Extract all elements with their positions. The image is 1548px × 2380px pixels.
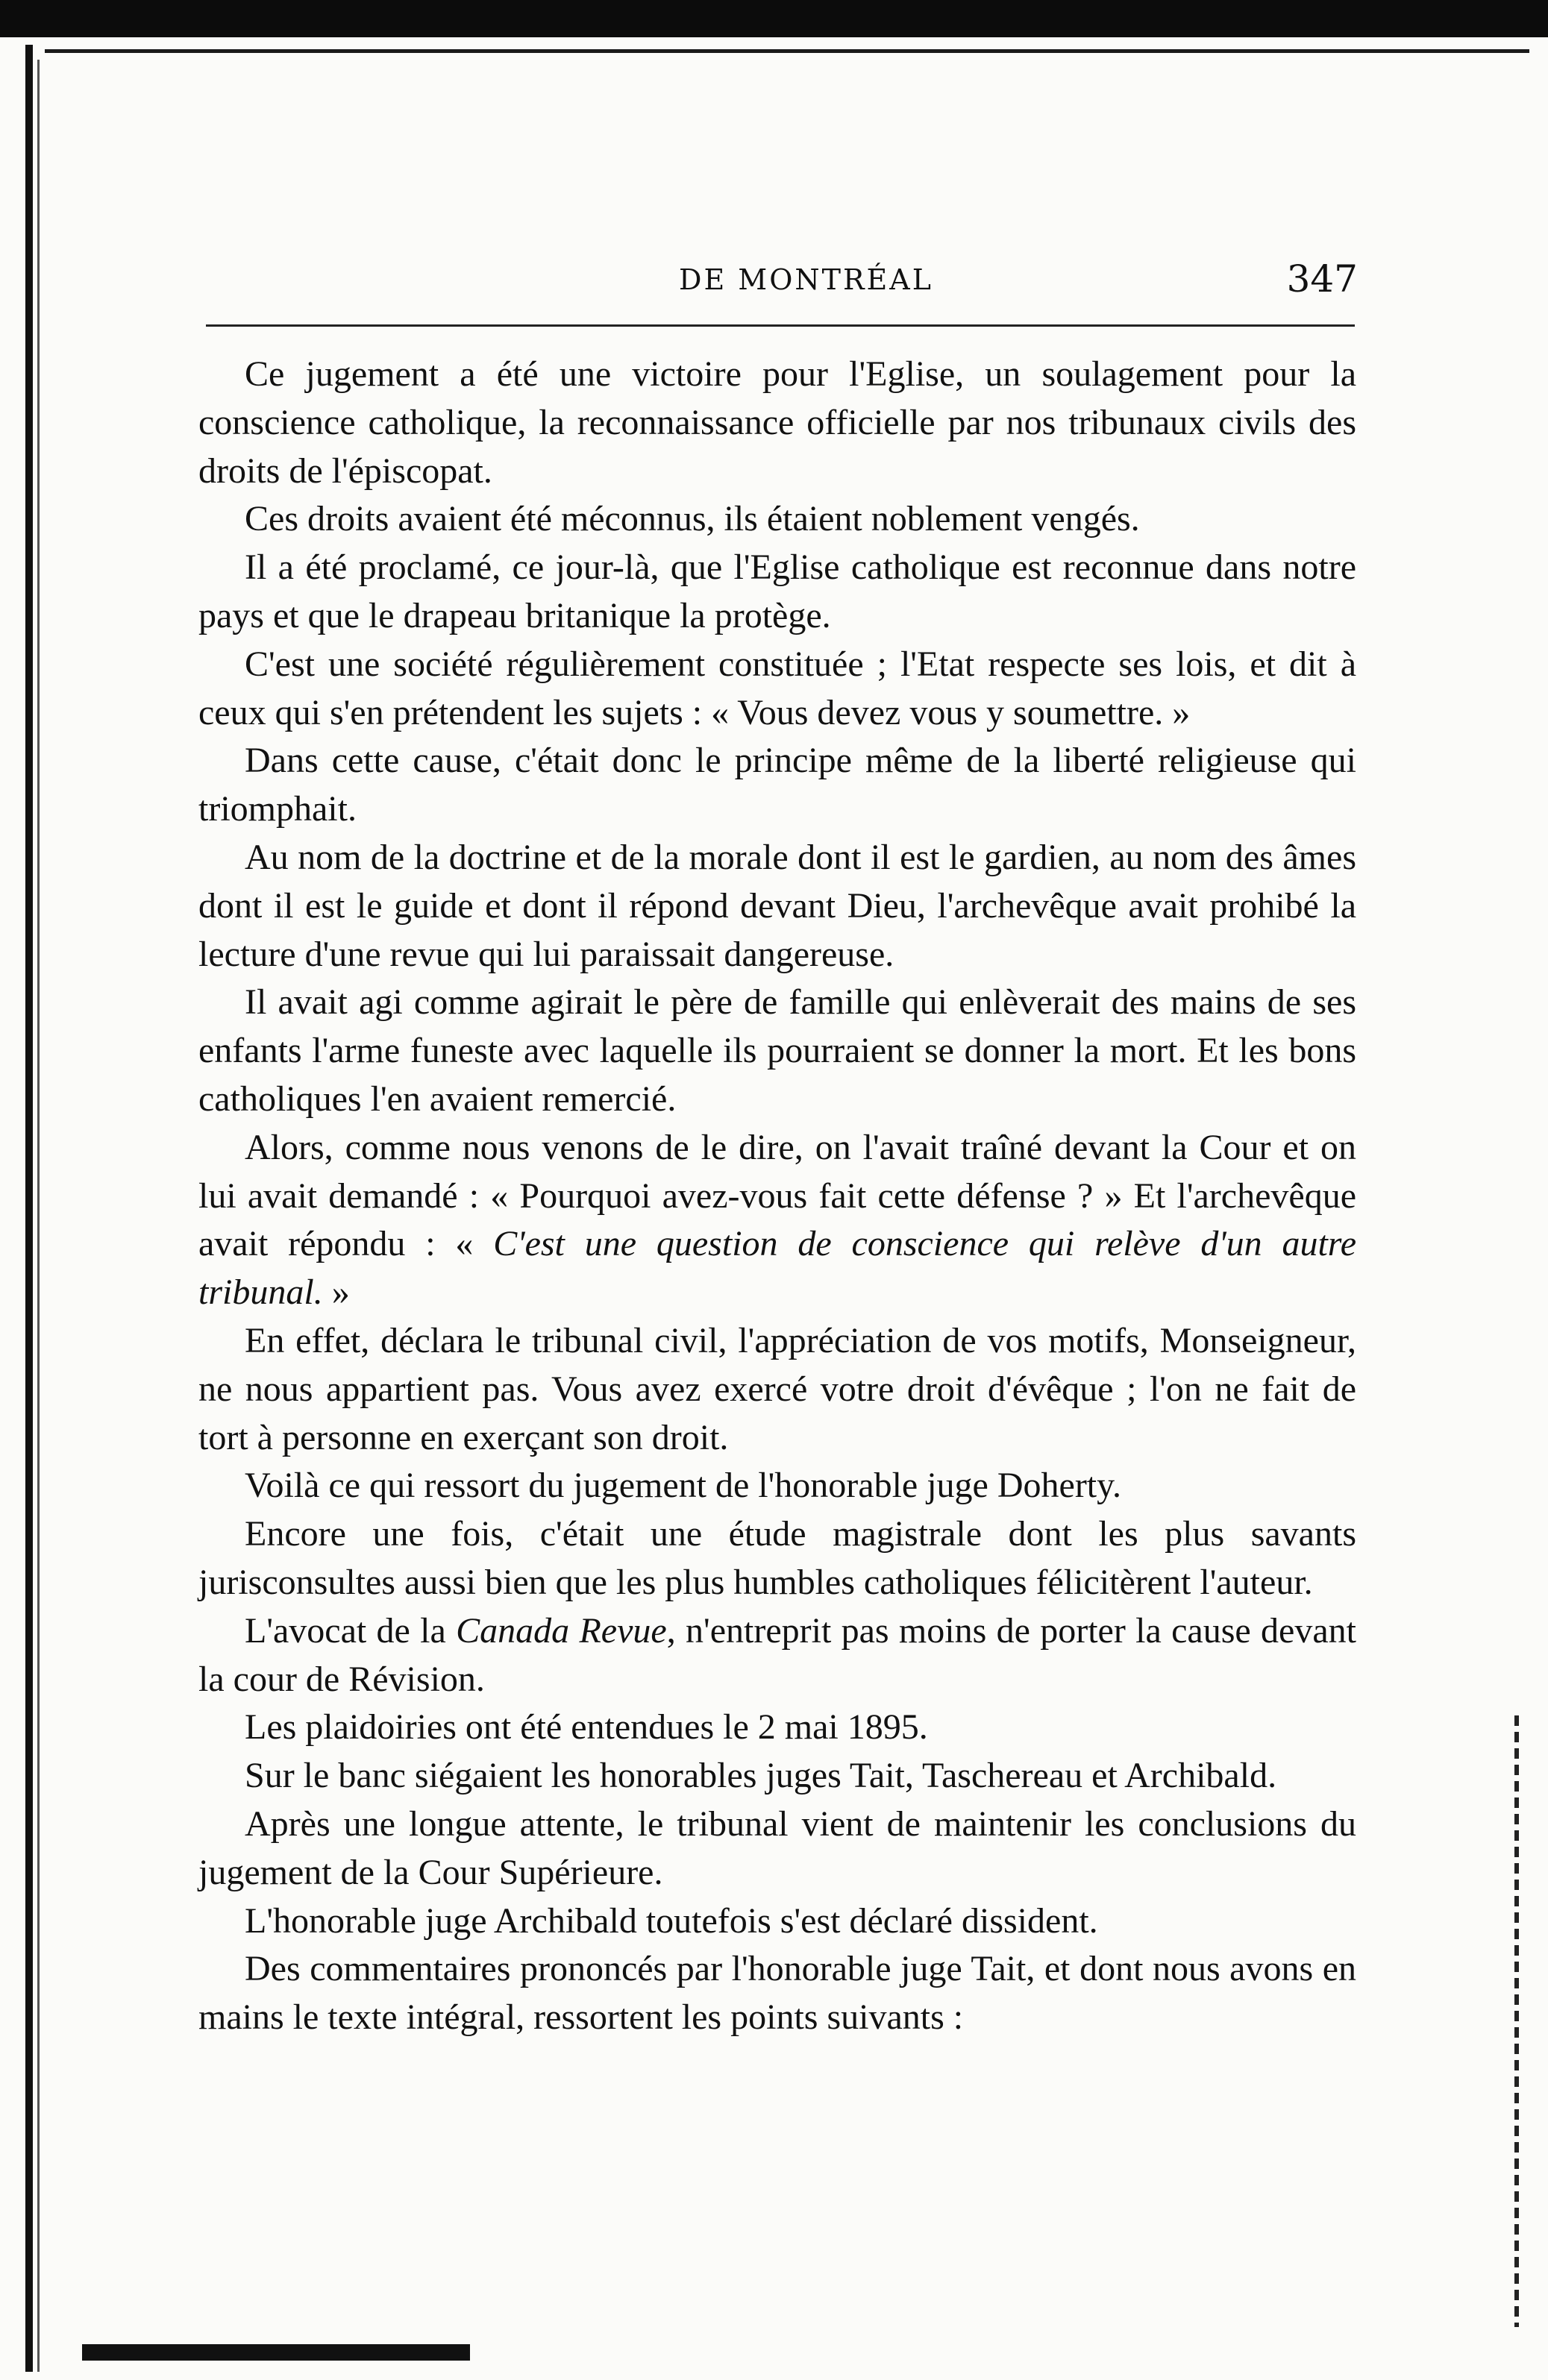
paragraph: L'honorable juge Archibald toutefois s'est déclaré dissident. bbox=[245, 1900, 1098, 1941]
paragraph: Encore une fois, c'était une étude magistrale dont les plus savants jurisconsultes aussi bien que les plus humbles catholiques félicitèrent l'auteur. bbox=[198, 1514, 1356, 1602]
paragraph: Après une longue attente, le tribunal vient de maintenir les conclusions du jugement de la Cour Supérieure. bbox=[198, 1803, 1356, 1892]
scan-right-mark bbox=[1514, 1715, 1519, 2327]
paragraph: Ce jugement a été une victoire pour l'Eglise, un soulagement pour la conscience catholique, la reconnaissance officielle par nos tribunaux civils des droits de l'épiscopat. bbox=[198, 354, 1356, 491]
paragraph: Il avait agi comme agirait le père de famille qui enlèverait des mains de ses enfants l'arme funeste avec laquelle ils pourraient se donner la mort. Et les bons catholiques l'en avaient remercié. bbox=[198, 982, 1356, 1119]
paragraph: Dans cette cause, c'était donc le principe même de la liberté religieuse qui triomphait. bbox=[198, 741, 1356, 829]
body-text bbox=[198, 351, 1356, 2042]
paragraph: Sur le banc siégaient les honorables juges Tait, Taschereau et Archibald. bbox=[245, 1756, 1277, 1796]
page-number: 347 bbox=[1286, 257, 1358, 301]
paragraph: En effet, déclara le tribunal civil, l'appréciation de vos motifs, Monseigneur, ne nous appartient pas. Vous avez exercé votre droit d'évêque ; l'on ne fait de tort à personne en exerçant son droit. bbox=[198, 1320, 1356, 1457]
text-run: , n'entreprit pas moins de porter la cause devant la cour de Révision. bbox=[198, 1610, 1356, 1699]
paragraph: Ces droits avaient été méconnus, ils étaient noblement vengés. bbox=[245, 499, 1140, 539]
text-run: L'avocat de la bbox=[245, 1610, 457, 1651]
italic-quote: C'est une question de conscience qui relève d'un autre tribunal. bbox=[198, 1224, 1357, 1313]
scan-left-border bbox=[25, 45, 33, 2372]
text-run: Alors, comme nous venons de le dire, on l'avait traîné devant la Cour et on lui avait demandé : « Pourquoi avez-vous fait cette défense ? » Et l'archevêque avait répondu : « bbox=[198, 1127, 1356, 1264]
header-rule bbox=[206, 324, 1355, 327]
italic-title: Canada Revue bbox=[456, 1610, 667, 1651]
paragraph: Au nom de la doctrine et de la morale dont il est le gardien, au nom des âmes dont il est le guide et dont il répond devant Dieu, l'archevêque avait prohibé la lecture d'une revue qui lui paraissait dangereuse. bbox=[198, 837, 1356, 974]
paragraph: Les plaidoiries ont été entendues le 2 mai 1895. bbox=[245, 1707, 928, 1748]
running-title: DE MONTRÉAL bbox=[679, 263, 933, 296]
running-head bbox=[201, 257, 1358, 302]
text-run: » bbox=[322, 1272, 350, 1313]
paragraph: C'est une société régulièrement constituée ; l'Etat respecte ses lois, et dit à ceux qui s'en prétendent les sujets : « Vous devez vous y soumettre. » bbox=[198, 644, 1356, 732]
paragraph: Des commentaires prononcés par l'honorable juge Tait, et dont nous avons en mains le texte intégral, ressortent les points suivants : bbox=[198, 1949, 1356, 2038]
scan-bottom-mark bbox=[82, 2344, 470, 2361]
scan-top-rule bbox=[45, 49, 1529, 53]
paragraph bbox=[198, 1607, 1356, 1704]
scan-left-rule bbox=[37, 60, 40, 2372]
paragraph: Voilà ce qui ressort du jugement de l'honorable juge Doherty. bbox=[245, 1466, 1122, 1506]
paragraph: Il a été proclamé, ce jour-là, que l'Eglise catholique est reconnue dans notre pays et que le drapeau britanique la protège. bbox=[198, 547, 1356, 635]
paragraph bbox=[198, 1124, 1356, 1317]
